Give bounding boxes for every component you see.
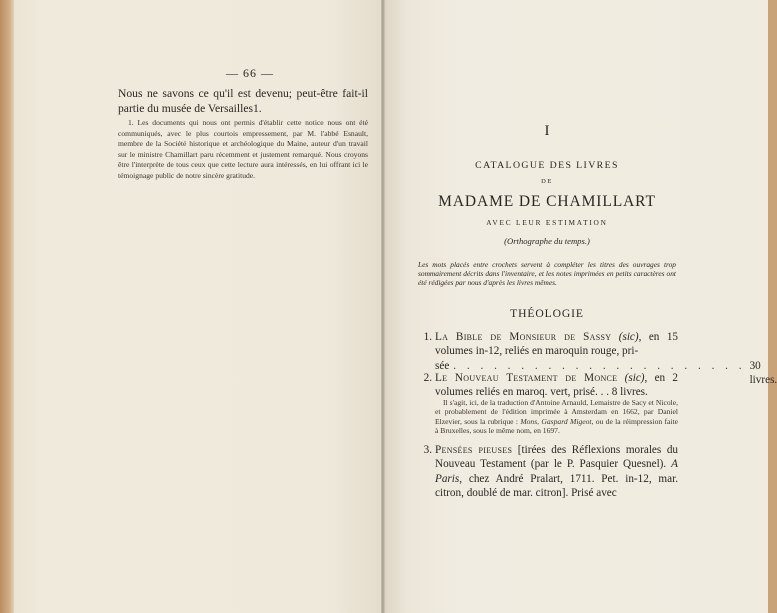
entry-price: 8 livres. — [611, 386, 648, 399]
page-number: — 66 — — [226, 66, 274, 80]
entry-number: 2. — [423, 372, 432, 384]
section-heading: THÉOLOGIE — [510, 307, 584, 320]
title-de: DE — [541, 178, 553, 185]
chapter-numeral: I — [544, 123, 550, 139]
book-edge — [0, 0, 14, 613]
book-gutter — [381, 0, 385, 613]
leader-dots: . . . . . . . . . . . . . . . . . . . . . . — [453, 359, 746, 372]
entry-last-word: sée — [435, 359, 450, 372]
entry-title: Le Nouveau Testament de Monce — [435, 372, 618, 384]
entry-title: Pensées pieuses — [435, 444, 513, 456]
editorial-note: Les mots placés entre crochets servent à compléter les titres des ouvrages trop sommairement décrits dans l'inventaire, et les notes imprimées en petits caractères ont été rédigées par nous d'après les livres mêmes. — [418, 260, 676, 288]
entry-note-text: Il s'agit, ici, de la traduction d'Antoine Arnauld, Lemaistre de Sacy et Nicole, et probablement de l'édition imprimée à Amsterdam en 1662, par Daniel Elzevier, sous la rubrique : — [435, 398, 678, 426]
entry-note-text-end: , ou de la réimpression faite à Bruxelles, sous le même nom, en 1697. — [435, 416, 678, 436]
entry-price: 30 livres. — [749, 359, 777, 387]
entry-place: A Paris — [435, 458, 678, 485]
entry-text: , en 15 volumes in-12, reliés en maroquin rouge, pri- — [435, 331, 679, 358]
title-subtitle: AVEC LEUR ESTIMATION — [486, 218, 608, 227]
catalogue-title: CATALOGUE DES LIVRES — [475, 160, 619, 171]
footnote: 1. Les documents qui nous ont permis d'établir cette notice nous ont été communiqués, avec le plus courtois empressement, par M. l'abbé Esnault, membre de la Société historique et archéologique du Maine, auteur d'un travail sur le ministre Chamillart paru récemment et justement remarqué. Nous croyons être l'interprète de tous ceux que cette lecture aura intéressés, en lui offrant ici le témoignage public de notre sincère gratitude. — [118, 118, 368, 180]
orthographe-note: (Orthographe du temps.) — [504, 236, 590, 246]
entry-note — [435, 398, 678, 436]
entry-text: [tirées des Réflexions morales du Nouveau Testament (par le P. Pasquier Quesnel). — [435, 444, 679, 471]
lead-paragraph: Nous ne savons ce qu'il est devenu; peut-être fait-il partie du musée de Versailles1. — [118, 87, 368, 115]
entry-number: 3. — [423, 444, 432, 456]
entry-text-end: , chez André Pralart, 1711. Pet. in-12, mar. citron, doublé de mar. citron]. Prisé avec — [435, 472, 678, 500]
catalogue-entry — [418, 443, 678, 501]
sic-mark: (sic) — [618, 331, 639, 343]
entry-text: , en 2 volumes reliés en maroq. vert, prisé. — [435, 372, 679, 399]
leader-dots: . . — [600, 386, 609, 399]
book-title-name: MADAME DE CHAMILLART — [438, 193, 656, 210]
entry-title: La Bible de Monsieur de Sassy — [435, 331, 612, 343]
entry-number: 1. — [423, 331, 432, 343]
catalogue-entry — [418, 371, 678, 400]
entry-note-place: Mons, Gaspard Migeot — [520, 416, 592, 426]
sic-mark: (sic) — [624, 372, 645, 384]
